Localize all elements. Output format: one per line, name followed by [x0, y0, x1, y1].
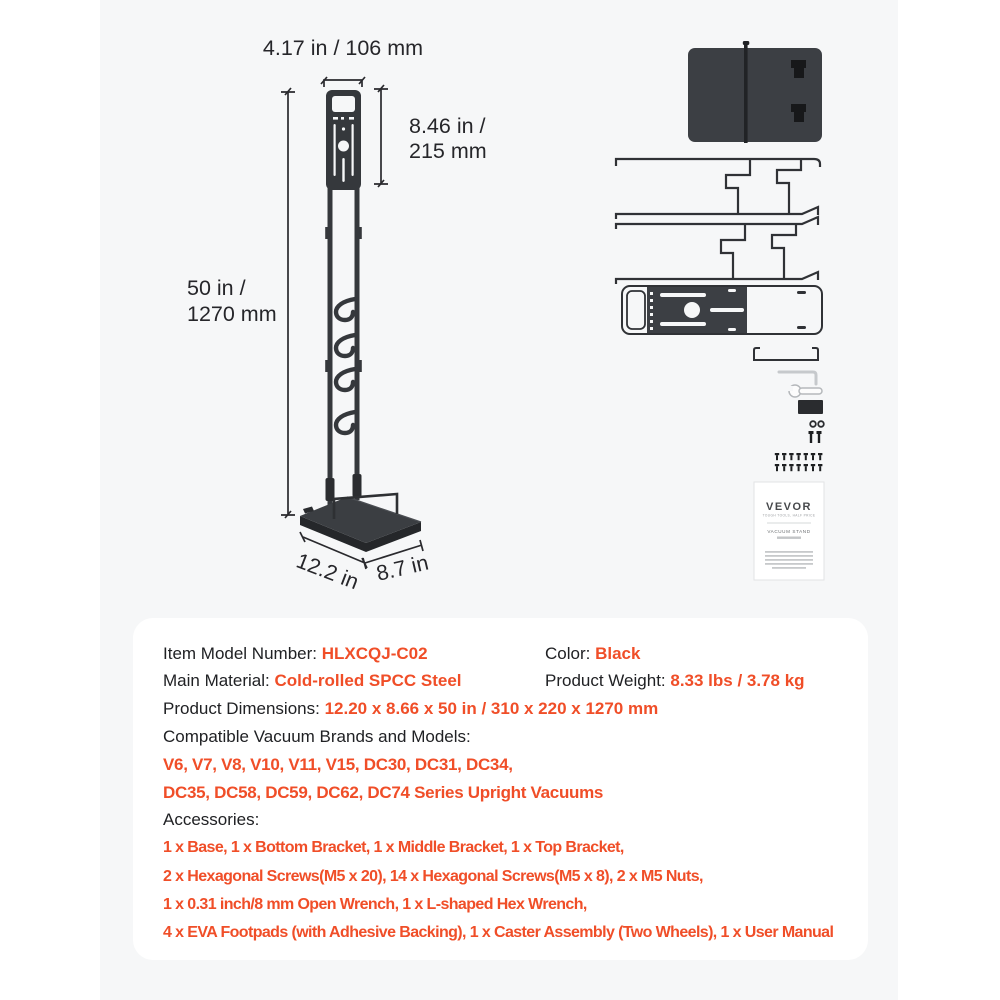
spec-dimensions-value: 12.20 x 8.66 x 50 in / 310 x 220 x 1270 mm — [324, 699, 659, 718]
spec-item-model — [163, 644, 428, 664]
spec-item-model-value: HLXCQJ-C02 — [321, 644, 428, 663]
dim-total-height-label-1: 50 in / — [187, 276, 246, 300]
spec-compatible-line2: DC35, DC58, DC59, DC62, DC74 Series Upright Vacuums — [163, 783, 604, 802]
part-hook-bracket-middle — [616, 217, 818, 284]
spec-accessories-line1: 1 x Base, 1 x Bottom Bracket, 1 x Middle Bracket, 1 x Top Bracket, — [163, 839, 624, 856]
dim-upper-height-label-2: 215 mm — [409, 139, 487, 163]
spec-accessories-line2: 2 x Hexagonal Screws(M5 x 20), 14 x Hexagonal Screws(M5 x 8), 2 x M5 Nuts, — [163, 868, 703, 885]
dim-upper-height-label-1: 8.46 in / — [409, 114, 486, 138]
leg-sleeve-right — [353, 474, 362, 497]
manual-title: VACUUM STAND — [767, 529, 811, 534]
spec-color-value: Black — [595, 644, 641, 663]
spec-weight-label: Product Weight: — [545, 671, 671, 690]
part-nuts — [810, 421, 824, 427]
manual-brand-logo: VEVOR — [765, 501, 813, 513]
parts-diagram — [600, 30, 890, 610]
pole-left-rail — [328, 186, 333, 508]
open-wrench-icon — [786, 385, 822, 397]
spec-compatible-line1: V6, V7, V8, V10, V11, V15, DC30, DC31, DC34, — [163, 755, 513, 774]
dim-base-width-label: 8.7 in — [374, 550, 431, 586]
spec-panel — [133, 618, 868, 960]
spec-color-label: Color: — [545, 644, 596, 663]
spec-dimensions-label: Product Dimensions: — [163, 699, 325, 718]
part-eva-footpads — [798, 400, 823, 414]
dim-top-width-label: 4.17 in / 106 mm — [262, 36, 424, 60]
spec-compatible-heading: Compatible Vacuum Brands and Models: — [163, 727, 471, 746]
pole-right-rail — [355, 186, 360, 500]
spec-weight — [545, 671, 805, 691]
spec-color — [545, 644, 640, 664]
part-u-bracket — [754, 348, 818, 360]
part-hook-bracket-top — [616, 159, 820, 219]
spec-item-model-label: Item Model Number: — [163, 644, 322, 663]
spec-material-label: Main Material: — [163, 671, 275, 690]
stand-dimension-diagram — [100, 0, 600, 612]
spec-weight-value: 8.33 lbs / 3.78 kg — [670, 671, 805, 690]
spec-material-value: Cold-rolled SPCC Steel — [274, 671, 462, 690]
dim-total-height-label-2: 1270 mm — [187, 302, 277, 326]
spec-accessories-line4: 4 x EVA Footpads (with Adhesive Backing), 1 x Caster Assembly (Two Wheels), 1 x User Manual — [163, 924, 834, 941]
manual-tagline: TOUGH TOOLS, HALF PRICE — [762, 513, 816, 518]
part-base-plate — [622, 286, 822, 334]
hex-wrench-icon — [779, 372, 816, 384]
spec-accessories-heading: Accessories: — [163, 810, 260, 829]
part-screws — [775, 453, 823, 471]
part-top-panel — [688, 41, 822, 143]
top-bracket-handle-cutout — [332, 96, 355, 112]
spec-material — [163, 671, 462, 691]
part-long-bolts — [809, 431, 822, 443]
leg-sleeve-left — [326, 478, 335, 501]
spec-dimensions — [163, 699, 658, 719]
top-bracket-hole — [338, 141, 349, 152]
spec-accessories-line3: 1 x 0.31 inch/8 mm Open Wrench, 1 x L-shaped Hex Wrench, — [163, 896, 587, 913]
part-user-manual — [754, 482, 824, 580]
dim-base-depth-label: 12.2 in — [293, 548, 362, 595]
vacuum-stand-drawing — [300, 90, 421, 552]
pole-hooks — [336, 299, 355, 433]
